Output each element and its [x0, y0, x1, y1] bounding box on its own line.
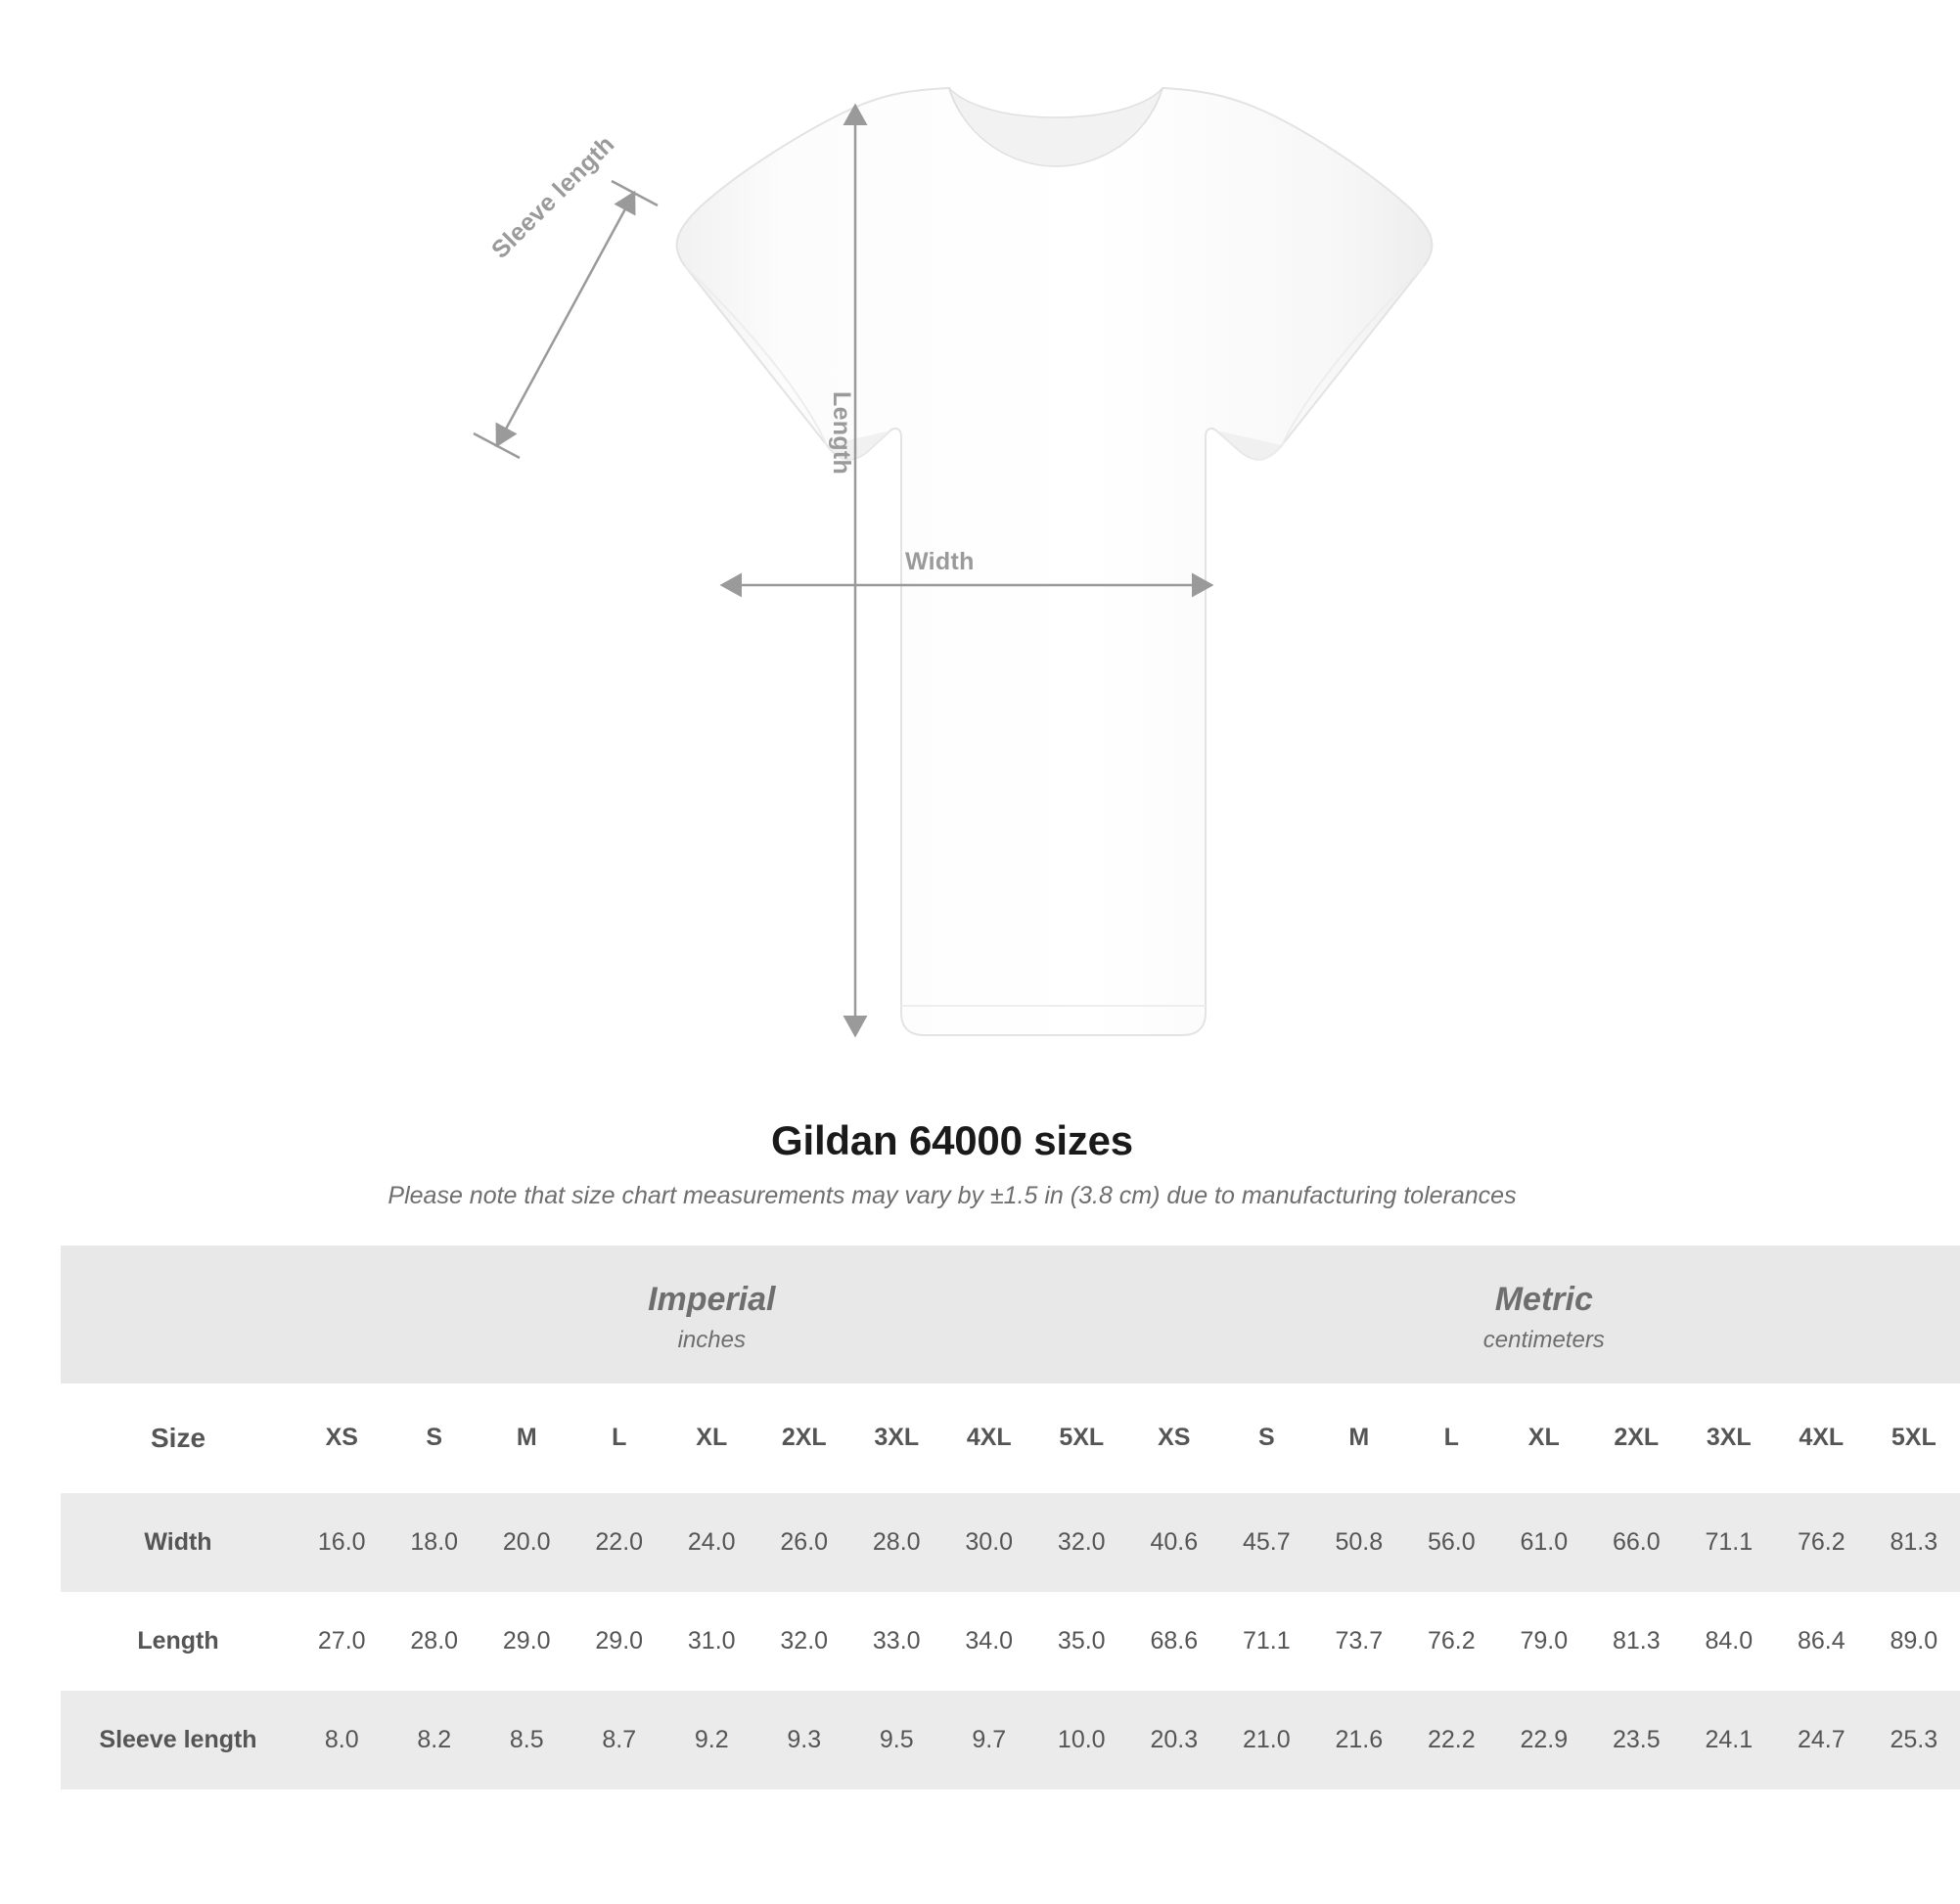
table-row: [61, 1493, 1960, 1592]
unit-metric-name: Metric: [1494, 1281, 1593, 1318]
cell: 71.1: [1220, 1592, 1313, 1691]
cell: 20.3: [1128, 1691, 1221, 1790]
row-label-sleeve-length: Sleeve length: [61, 1691, 296, 1790]
cell: 23.5: [1590, 1691, 1683, 1790]
cell: 86.4: [1775, 1592, 1868, 1691]
tolerance-note: Please note that size chart measurements may vary by ±1.5 in (3.8 cm) due to manufacturing tolerances: [387, 1182, 1517, 1209]
cell: 84.0: [1683, 1592, 1776, 1691]
size-col-header: 2XL: [1590, 1383, 1683, 1493]
tshirt-shape: [677, 88, 1433, 1035]
cell: 61.0: [1498, 1493, 1591, 1592]
cell: 20.0: [480, 1493, 573, 1592]
size-col-header: L: [573, 1383, 666, 1493]
cell: 24.7: [1775, 1691, 1868, 1790]
size-col-header: M: [480, 1383, 573, 1493]
unit-header-metric: [1128, 1246, 1960, 1383]
cell: 68.6: [1128, 1592, 1221, 1691]
cell: 9.2: [665, 1691, 758, 1790]
cell: 8.0: [296, 1691, 388, 1790]
cell: 35.0: [1035, 1592, 1128, 1691]
cell: 9.3: [758, 1691, 851, 1790]
cell: 71.1: [1683, 1493, 1776, 1592]
length-dimension-label: Length: [828, 391, 855, 476]
table-row: [61, 1691, 1960, 1790]
size-corner-label: Size: [61, 1383, 296, 1493]
width-dimension-label: Width: [905, 548, 975, 575]
size-col-header: 3XL: [850, 1383, 943, 1493]
size-col-header: XL: [665, 1383, 758, 1493]
size-col-header: 2XL: [758, 1383, 851, 1493]
cell: 24.1: [1683, 1691, 1776, 1790]
size-col-header: S: [388, 1383, 481, 1493]
cell: 18.0: [388, 1493, 481, 1592]
cell: 8.5: [480, 1691, 573, 1790]
cell: 28.0: [388, 1592, 481, 1691]
unit-header-row: [61, 1246, 1960, 1383]
size-col-header: 5XL: [1868, 1383, 1960, 1493]
cell: 76.2: [1405, 1592, 1498, 1691]
cell: 32.0: [1035, 1493, 1128, 1592]
cell: 21.0: [1220, 1691, 1313, 1790]
cell: 22.0: [573, 1493, 666, 1592]
cell: 26.0: [758, 1493, 851, 1592]
row-label-width: Width: [61, 1493, 296, 1592]
cell: 34.0: [943, 1592, 1036, 1691]
sleeve-length-dimension-label: Sleeve length: [486, 130, 620, 264]
cell: 9.5: [850, 1691, 943, 1790]
size-header-row: [61, 1383, 1960, 1493]
cell: 56.0: [1405, 1493, 1498, 1592]
size-col-header: XS: [296, 1383, 388, 1493]
cell: 9.7: [943, 1691, 1036, 1790]
size-col-header: 3XL: [1683, 1383, 1776, 1493]
size-col-header: XL: [1498, 1383, 1591, 1493]
cell: 22.2: [1405, 1691, 1498, 1790]
size-col-header: 4XL: [943, 1383, 1036, 1493]
cell: 29.0: [573, 1592, 666, 1691]
cell: 33.0: [850, 1592, 943, 1691]
cell: 8.7: [573, 1691, 666, 1790]
size-table-wrapper: [61, 1246, 1938, 1790]
size-col-header: L: [1405, 1383, 1498, 1493]
cell: 81.3: [1868, 1493, 1960, 1592]
page-title: Gildan 64000 sizes: [771, 1117, 1133, 1163]
cell: 40.6: [1128, 1493, 1221, 1592]
row-label-length: Length: [61, 1592, 296, 1691]
cell: 81.3: [1590, 1592, 1683, 1691]
cell: 8.2: [388, 1691, 481, 1790]
size-col-header: 5XL: [1035, 1383, 1128, 1493]
cell: 28.0: [850, 1493, 943, 1592]
size-table: [61, 1246, 1960, 1790]
cell: 32.0: [758, 1592, 851, 1691]
unit-header-spacer: [61, 1246, 296, 1383]
cell: 29.0: [480, 1592, 573, 1691]
cell: 45.7: [1220, 1493, 1313, 1592]
cell: 66.0: [1590, 1493, 1683, 1592]
cell: 27.0: [296, 1592, 388, 1691]
cell: 89.0: [1868, 1592, 1960, 1691]
unit-header-imperial: [296, 1246, 1128, 1383]
size-col-header: XS: [1128, 1383, 1221, 1493]
cell: 50.8: [1313, 1493, 1406, 1592]
cell: 24.0: [665, 1493, 758, 1592]
unit-metric-sub: centimeters: [1482, 1326, 1605, 1353]
cell: 31.0: [665, 1592, 758, 1691]
cell: 10.0: [1035, 1691, 1128, 1790]
unit-imperial-name: Imperial: [648, 1281, 776, 1318]
cell: 21.6: [1313, 1691, 1406, 1790]
table-row: [61, 1592, 1960, 1691]
cell: 22.9: [1498, 1691, 1591, 1790]
size-col-header: M: [1313, 1383, 1406, 1493]
cell: 30.0: [943, 1493, 1036, 1592]
cell: 16.0: [296, 1493, 388, 1592]
size-col-header: S: [1220, 1383, 1313, 1493]
cell: 76.2: [1775, 1493, 1868, 1592]
size-col-header: 4XL: [1775, 1383, 1868, 1493]
title-block: [0, 1117, 1904, 1210]
cell: 25.3: [1868, 1691, 1960, 1790]
cell: 73.7: [1313, 1592, 1406, 1691]
unit-imperial-sub: inches: [677, 1326, 746, 1353]
cell: 79.0: [1498, 1592, 1591, 1691]
